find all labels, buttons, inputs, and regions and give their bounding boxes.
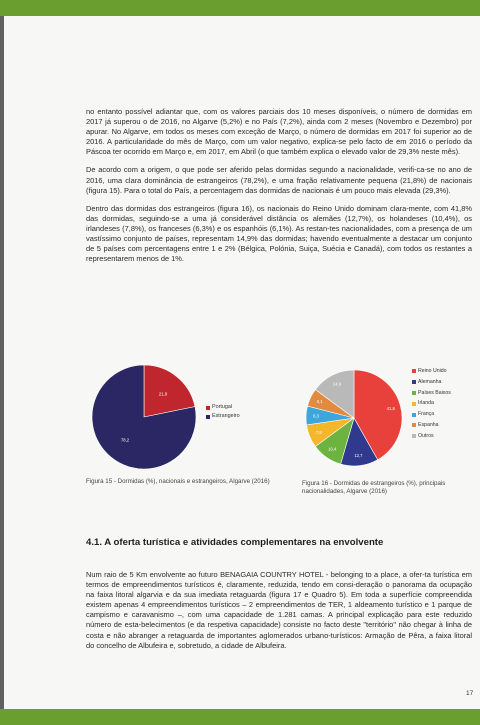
paragraph-2: De acordo com a origem, o que pode ser aferido pelas dormidas segundo a nacionalidade, verifi-ca-se no ano de 2016, uma clara dominância de estrangeiros (78,2%), e uma fração relativamente pequena (21,8%) de nacionais (figura 15). Para o total do País, a percentagem das dormidas de nacionais é um pouco mais elevada (29,3%).: [86, 165, 472, 195]
caption-figure-15: Figura 15 - Dormidas (%), nacionais e estrangeiros, Algarve (2016): [86, 478, 270, 485]
legend-label: Irlanda: [418, 400, 434, 407]
legend-item: [412, 431, 451, 442]
body-text: [86, 107, 472, 272]
data-label: 10,4: [328, 446, 337, 452]
legend-label: Espanha: [418, 421, 439, 428]
figure-16: [292, 360, 480, 500]
legend-item: [412, 377, 451, 388]
legend-swatch: [412, 413, 416, 417]
legend-swatch: [206, 406, 210, 410]
data-label: 78,2: [120, 437, 130, 443]
legend-swatch: [412, 380, 416, 384]
paragraph-1: no entanto possível adiantar que, com os valores parciais dos 10 meses disponíveis, o número de dormidas em 2017 já superou o de 2016, no Algarve (5,2%) e no País (7,2%), ainda com 2 meses (Novembro e Dezembro) por apurar. No Algarve, em todos os meses com exceção de Março, o número de dormidas em 2017 foi superior ao de 2016. A particularidade do mês de Março, com um valor negativo, explica-se pelo facto de em 2016 o período da Páscoa ter ocorrido em Março e, em 2017, em Abril (o que também explica o elevado valor de 29,3% neste mês).: [86, 107, 472, 157]
legend-swatch: [412, 434, 416, 438]
legend-label: Alemanha: [418, 378, 442, 385]
pie-chart-nationals: [86, 360, 206, 475]
section-paragraph: Num raio de 5 Km envolvente ao futuro BENAGAIA COUNTRY HOTEL - belonging to a place, a ofer-ta turística em termos de empreendimentos turísticos é, claramente, reduzida, tendo em consi-deração o panorama da ocupação na faixa litoral algarvia e da sua imediata retaguarda (figura 17 e Quadro 5). Em toda a superfície compreendida existem apenas 4 empreendimentos turísticos – 2 empreendimentos de TER, 1 aldeamento turístico e 1 parque de campismo e caravanismo –, com uma capacidade de 1.281 camas. A principal explicação para este reduzido número de esta-belecimentos (e da respetiva capacidade) consiste no facto deste "território" não chegar à linha de costa e não abranger a retaguarda de importantes aglomerados urbano-turísticos: Armação de Pêra, a faixa litoral do concelho de Albufeira e, sobretudo, a cidade de Albufeira.: [86, 570, 472, 650]
data-label: 6,3: [313, 413, 319, 419]
pie-chart-foreign: [294, 360, 412, 475]
legend-item: [412, 409, 451, 420]
data-label: 21,8: [158, 391, 168, 397]
legend-swatch: [206, 415, 210, 419]
legend-label: Estrangeiro: [212, 413, 240, 419]
page-number: 17: [466, 690, 474, 697]
legend-label: Outros: [418, 432, 434, 439]
legend-label: Reino Unido: [418, 368, 447, 374]
legend-swatch: [412, 369, 416, 373]
figures-row: [86, 360, 472, 500]
paragraph-3: Dentro das dormidas dos estrangeiros (figura 16), os nacionais do Reino Unido dominam clara-mente, com 41,8% das dormidas, seguindo-se a uma já considerável distância os alemães (12,7%), os holandeses (10,4%), os irlandeses (7,8%), os franceses (6,3%) e os espanhóis (6,1%). As restan-tes nacionalidades, com a presença de um vastíssimo conjunto de países, representam 14,9% das dormidas; havendo eventualmente a destacar um conjunto de 5 países com percentagens entre 1 e 2% (Bélgica, Polónia, Suiça, Suécia e Canadá), com todos os restantes a representarem menos de 1%.: [86, 203, 472, 264]
page-edge-shadow: [0, 16, 4, 709]
legend-item: [206, 403, 240, 412]
data-label: 7,8: [315, 429, 322, 435]
legend-figure-15: [206, 403, 240, 421]
section-heading: 4.1. A oferta turística e atividades complementares na envolvente: [86, 537, 384, 548]
data-label: 6,1: [316, 399, 323, 405]
legend-item: [412, 420, 451, 431]
legend-swatch: [412, 423, 416, 427]
legend-swatch: [412, 402, 416, 406]
legend-label: Países Baixos: [418, 389, 451, 396]
legend-label: Portugal: [212, 404, 233, 410]
data-label: 41,8: [386, 405, 395, 411]
caption-figure-16: Figura 16 - Dormidas de estrangeiros (%), principais nacionalidades, Algarve (2016): [302, 480, 446, 495]
figure-15: [86, 360, 270, 500]
legend-item: [412, 398, 451, 409]
data-label: 12,7: [354, 453, 363, 459]
data-label: 14,9: [332, 381, 341, 387]
legend-swatch: [412, 391, 416, 395]
legend-item: [412, 366, 451, 377]
footer-accent-bar: [0, 709, 480, 725]
legend-figure-16: [412, 366, 451, 442]
legend-item: [206, 412, 240, 421]
legend-label: França: [418, 411, 435, 418]
legend-item: [412, 388, 451, 399]
header-accent-bar: [0, 0, 480, 16]
